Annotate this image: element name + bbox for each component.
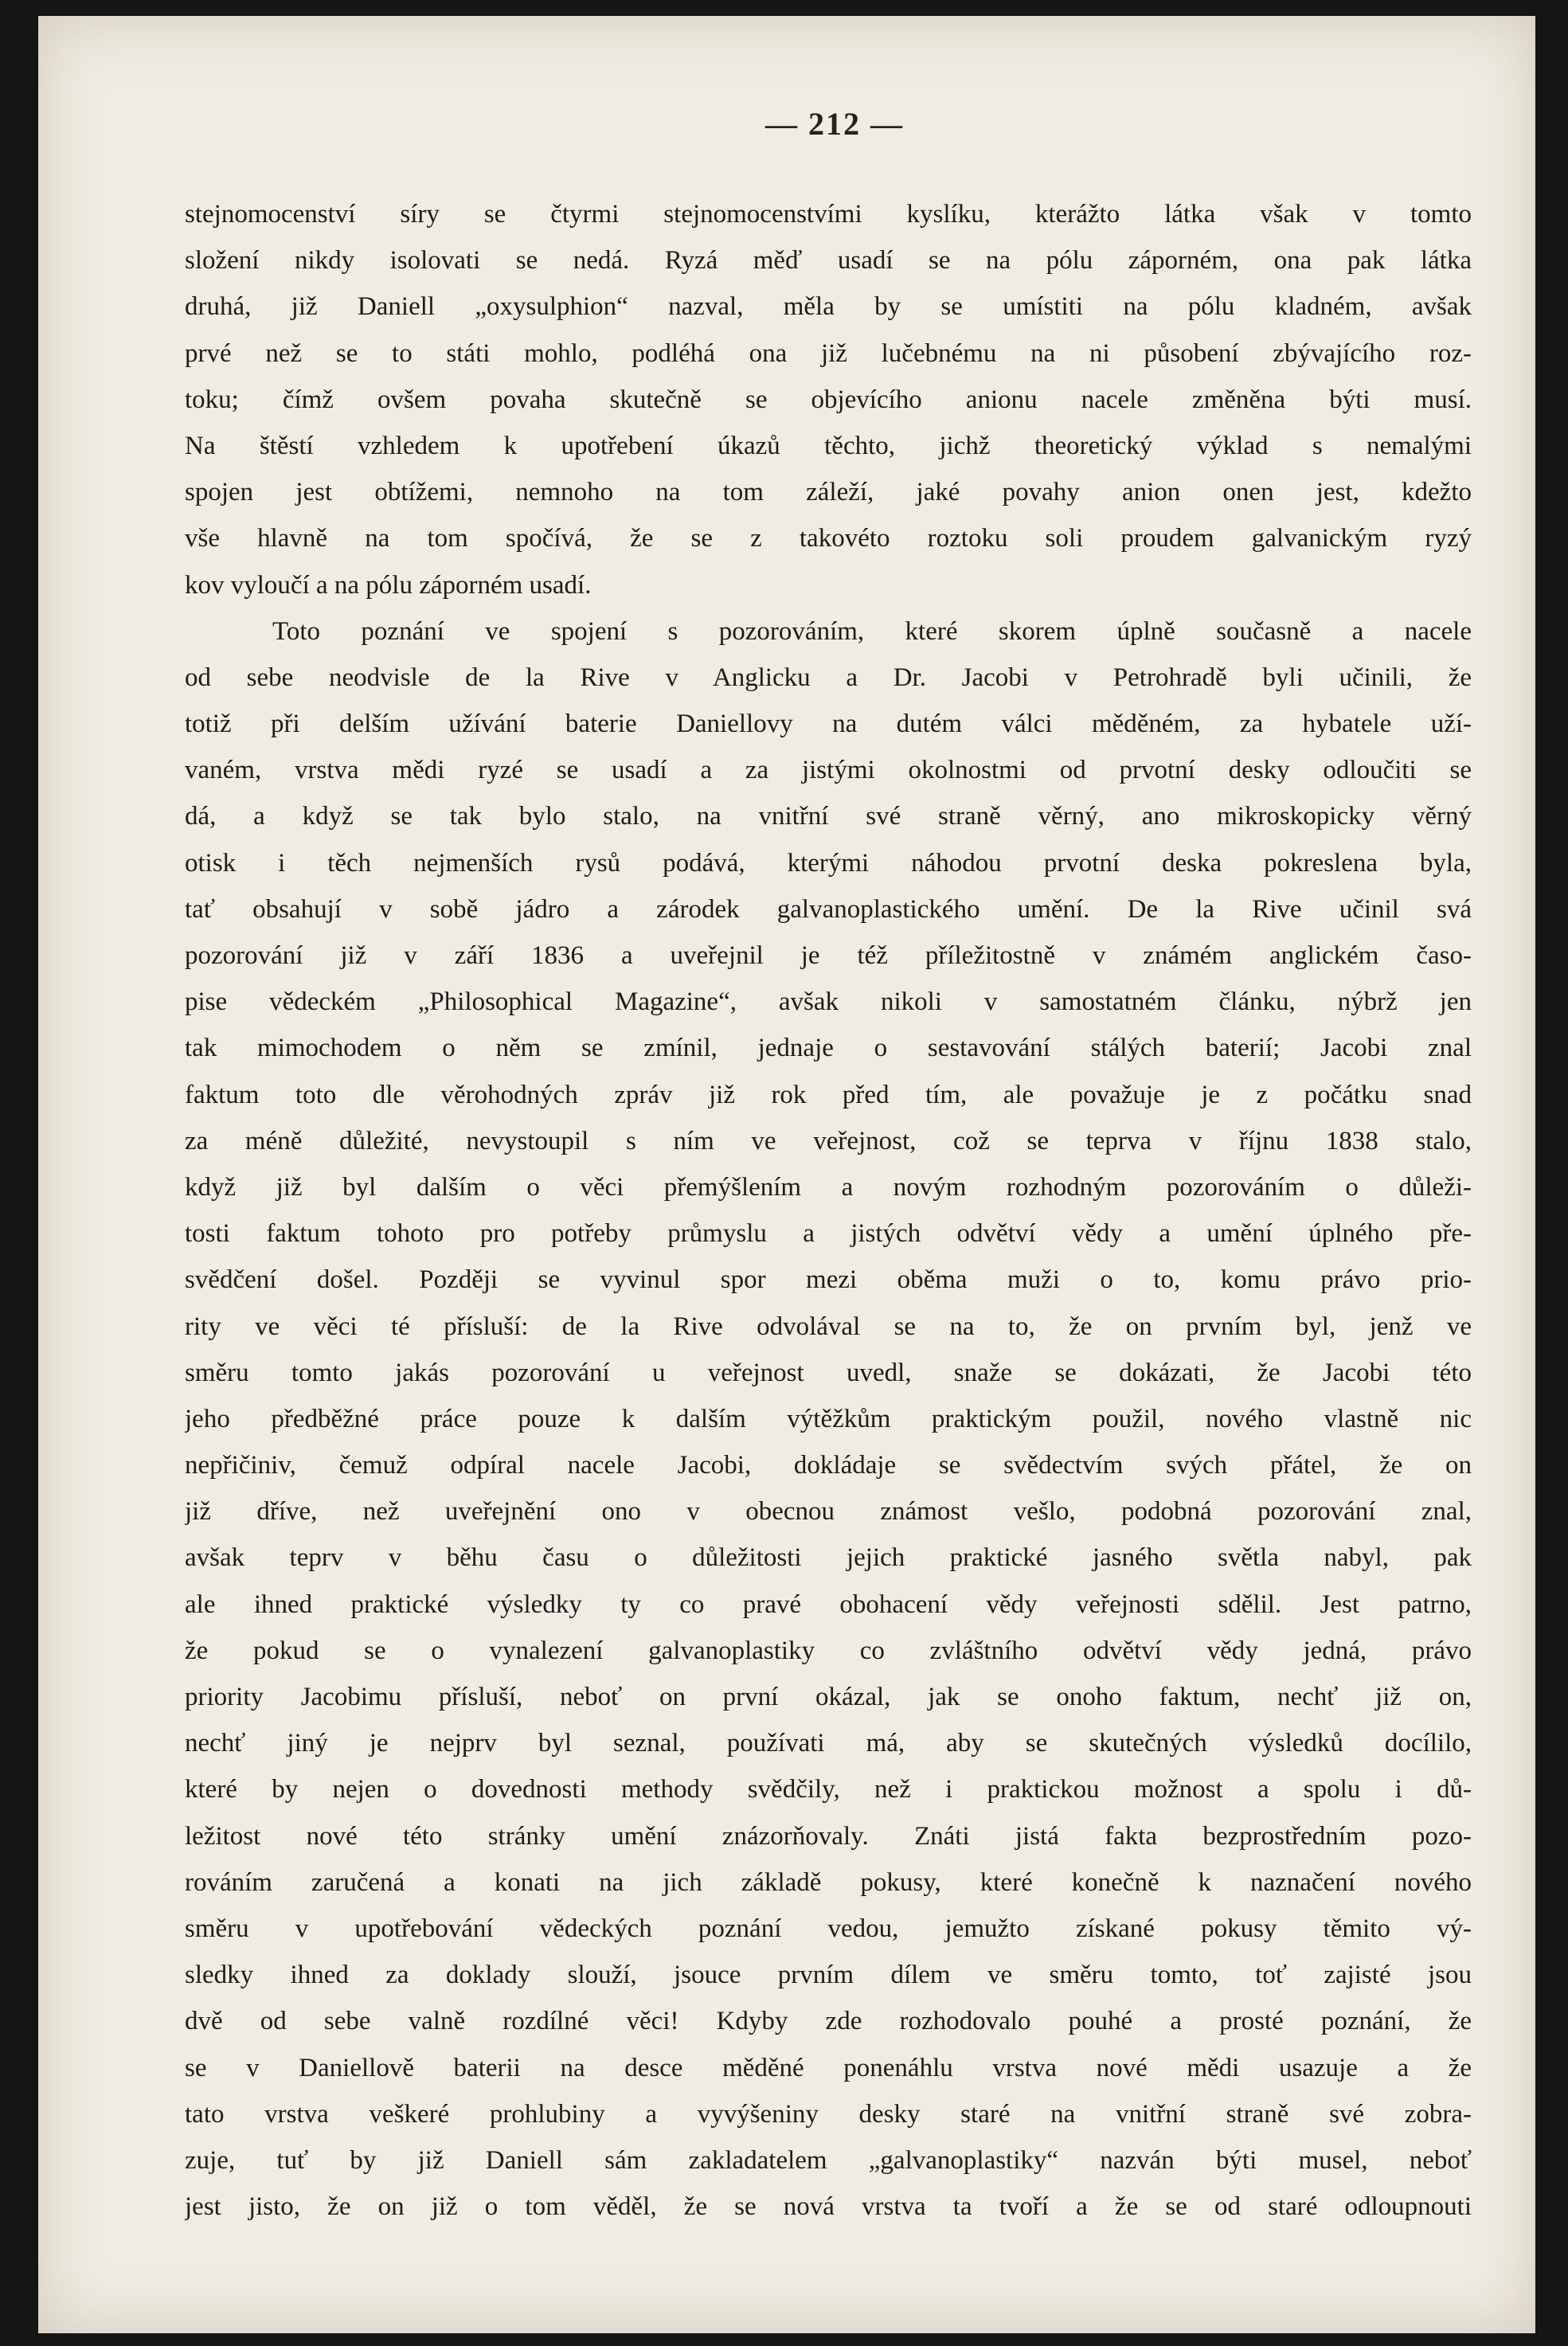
text-line: pozorování již v září 1836 a uveřejnil je též příležitostně v známém anglickém časo- <box>185 941 1472 970</box>
text-line: již dříve, než uveřejnění ono v obecnou známost vešlo, podobná pozorování znal, <box>185 1497 1472 1527</box>
text-line: druhá, již Daniell „oxysulphion“ nazval, měla by se umístiti na pólu kladném, avšak <box>185 292 1472 322</box>
body-text <box>185 191 1472 2230</box>
text-line: kov vyloučí a na pólu záporném usadí. <box>185 570 592 600</box>
text-line: se v Daniellově baterii na desce měděné ponenáhlu vrstva nové mědi usazuje a že <box>185 2053 1472 2082</box>
text-line: nepřičiniv, čemuž odpíral nacele Jacobi, dokládaje se svědectvím svých přátel, že on <box>185 1451 1472 1480</box>
text-line: Toto poznání ve spojení s pozorováním, které skorem úplně současně a nacele <box>272 616 1472 646</box>
text-line: jeho předběžné práce pouze k dalším výtěžkům praktickým použil, nového vlastně nic <box>185 1404 1472 1433</box>
text-line: když již byl dalším o věci přemýšlením a novým rozhodným pozorováním o důleži- <box>185 1172 1472 1202</box>
text-line: spojen jest obtížemi, nemnoho na tom záleží, jaké povahy anion onen jest, kdežto <box>185 478 1472 507</box>
text-line: tať obsahují v sobě jádro a zárodek galvanoplastického umění. De la Rive učinil svá <box>185 894 1472 924</box>
text-line: dvě od sebe valně rozdílné věci! Kdyby zde rozhodovalo pouhé a prosté poznání, že <box>185 2007 1472 2036</box>
book-page <box>38 16 1535 2333</box>
page-number: — 212 — <box>765 106 904 142</box>
text-line: Na štěstí vzhledem k upotřebení úkazů těchto, jichž theoretický výklad s nemalými <box>185 431 1472 460</box>
text-line: směru v upotřebování vědeckých poznání vedou, jemužto získané pokusy těmito vý- <box>185 1914 1472 1943</box>
text-line: které by nejen o dovednosti methody svědčily, než i praktickou možnost a spolu i dů- <box>185 1775 1472 1804</box>
text-line: dá, a když se tak bylo stalo, na vnitřní své straně věrný, ano mikroskopicky věrný <box>185 802 1472 831</box>
text-line: rity ve věci té přísluší: de la Rive odvolával se na to, že on prvním byl, jenž ve <box>185 1312 1472 1341</box>
text-line: zuje, tuť by již Daniell sám zakladatelem „galvanoplastiky“ nazván býti musel, neboť <box>185 2145 1472 2175</box>
text-line: od sebe neodvisle de la Rive v Anglicku a Dr. Jacobi v Petrohradě byli učinili, že <box>185 663 1472 692</box>
text-line: avšak teprv v běhu času o důležitosti jejich praktické jasného světla nabyl, pak <box>185 1543 1472 1573</box>
text-line: směru tomto jakás pozorování u veřejnost uvedl, snaže se dokázati, že Jacobi této <box>185 1358 1472 1387</box>
text-line: nechť jiný je nejprv byl seznal, používati má, aby se skutečných výsledků docílilo, <box>185 1729 1472 1758</box>
text-line: svědčení došel. Později se vyvinul spor mezi oběma muži o to, komu právo prio- <box>185 1265 1472 1295</box>
text-line: složení nikdy isolovati se nedá. Ryzá měď usadí se na pólu záporném, ona pak látka <box>185 246 1472 276</box>
text-line: stejnomocenství síry se čtyrmi stejnomocenstvími kyslíku, kterážto látka však v tomto <box>185 200 1472 229</box>
text-line: ležitost nové této stránky umění znázorňovaly. Znáti jistá fakta bezprostředním pozo- <box>185 1821 1472 1851</box>
text-line: rováním zaručená a konati na jich základě pokusy, které konečně k naznačení nového <box>185 1867 1472 1897</box>
text-line: priority Jacobimu přísluší, neboť on první okázal, jak se onoho faktum, nechť již on, <box>185 1683 1472 1711</box>
text-line: tato vrstva veškeré prohlubiny a vyvýšeniny desky staré na vnitřní straně své zobra- <box>185 2099 1472 2129</box>
text-line: tak mimochodem o něm se zmínil, jednaje o sestavování stálých baterií; Jacobi znal <box>185 1034 1472 1063</box>
text-line: otisk i těch nejmenších rysů podává, kterými náhodou prvotní deska pokreslena byla, <box>185 848 1472 878</box>
text-line: za méně důležité, nevystoupil s ním ve veřejnost, což se teprva v říjnu 1838 stalo, <box>185 1126 1472 1155</box>
text-line: vaném, vrstva mědi ryzé se usadí a za jistými okolnostmi od prvotní desky odloučiti se <box>185 756 1472 785</box>
text-line: toku; čímž ovšem povaha skutečně se objevícího anionu nacele změněna býti musí. <box>185 385 1472 414</box>
text-line: vše hlavně na tom spočívá, že se z takovéto roztoku soli proudem galvanickým ryzý <box>185 524 1472 553</box>
text-line: jest jisto, že on již o tom věděl, že se nová vrstva ta tvoří a že se od staré odloupnouti <box>185 2192 1472 2222</box>
text-line: faktum toto dle věrohodných zpráv již rok před tím, ale považuje je z počátku snad <box>185 1080 1472 1109</box>
text-line: tosti faktum tohoto pro potřeby průmyslu a jistých odvětví vědy a umění úplného pře- <box>185 1219 1472 1249</box>
text-line: ale ihned praktické výsledky ty co pravé obohacení vědy veřejnosti sdělil. Jest patrno, <box>185 1589 1472 1619</box>
text-line: pise vědeckém „Philosophical Magazine“, avšak nikoli v samostatném článku, nýbrž jen <box>185 987 1472 1017</box>
text-line: prvé než se to státi mohlo, podléhá ona již lučebnému na ni působení zbývajícího roz- <box>185 338 1472 368</box>
text-line: sledky ihned za doklady slouží, jsouce prvním dílem ve směru tomto, toť zajisté jsou <box>185 1961 1472 1990</box>
text-line: že pokud se o vynalezení galvanoplastiky co zvláštního odvětví vědy jedná, právo <box>185 1636 1472 1665</box>
text-line: totiž při delším užívání baterie Daniellovy na dutém válci měděném, za hybatele uží- <box>185 710 1472 739</box>
